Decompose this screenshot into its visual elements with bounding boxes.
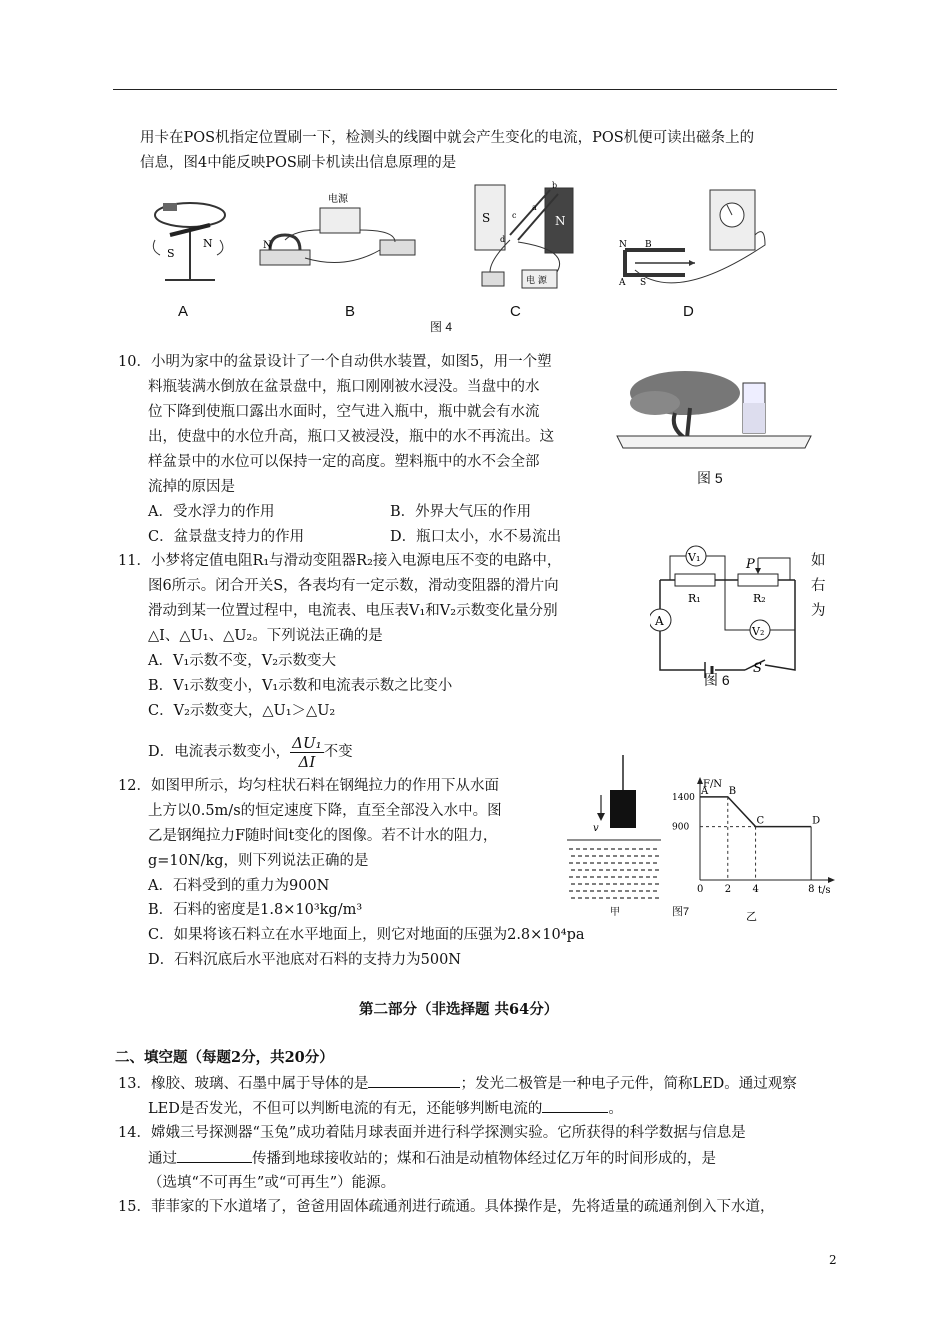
q15-line1: 15．菲菲家的下水道堵了，爸爸用固体疏通剂进行疏通。具体操作是，先将适量的疏通剂倒入下水道，	[118, 1199, 775, 1215]
chart-x-tick: 2	[724, 884, 732, 895]
q12-option-a: A．石料受到的重力为900N	[148, 878, 330, 894]
fig6-p: P	[746, 557, 755, 572]
fig4-c-a: a	[532, 203, 537, 212]
fig4-c-power: 电 源	[526, 276, 547, 286]
q11-line1-tail: 如	[811, 553, 826, 569]
fig6-v1: V₁	[688, 551, 701, 564]
header-rule	[113, 89, 837, 90]
fig6-ammeter: A	[655, 614, 664, 628]
chart-point-label: C	[756, 815, 765, 827]
q11-option-a: A．V₁示数不变，V₂示数变大	[148, 653, 337, 669]
fig4-d-n: N	[619, 240, 627, 250]
fig4-d-galvanometer	[615, 185, 775, 295]
q10-option-d: D．瓶口太小，水不易流出	[390, 529, 562, 545]
page-number: 2	[829, 1253, 837, 1267]
q10-option-b: B．外界大气压的作用	[390, 504, 532, 520]
fig4-c-n: N	[555, 214, 566, 228]
q14-blank1[interactable]	[177, 1148, 252, 1163]
fig4-label-d: D	[683, 303, 694, 320]
fig4-caption: 图 4	[430, 320, 453, 334]
q14-line2	[148, 1148, 716, 1169]
fig4-a-compass-wire	[145, 185, 235, 285]
chart-point-label: A	[701, 785, 709, 797]
q13-blank2[interactable]	[542, 1098, 608, 1113]
fig4-label-a: A	[178, 303, 189, 320]
fig5-bonsai	[615, 358, 815, 458]
fig4-d-a: A	[619, 278, 626, 288]
q10-option-a: A．受水浮力的作用	[148, 504, 275, 520]
fig6-circuit	[650, 540, 810, 690]
fig4-c-b: b	[552, 181, 558, 190]
chart-series-line	[700, 797, 811, 827]
q11-line3: 滑动到某一位置过程中，电流表、电压表V₁和V₂示数变化量分别	[148, 603, 558, 619]
q14-line1: 14．嫦娥三号探测器“玉兔”成功着陆月球表面并进行科学探测实验。它所获得的科学数据与信息是	[118, 1125, 746, 1141]
fig6-r2: R₂	[753, 592, 766, 605]
fig4-c-s: S	[482, 211, 491, 225]
q12-line3: 乙是钢绳拉力F随时间t变化的图像。若不计水的阻力，	[148, 828, 498, 844]
q12-line4: g=10N/kg，则下列说法正确的是	[148, 853, 369, 869]
q11-frac-den: ΔI	[298, 752, 316, 771]
q11-line2-tail: 右	[811, 578, 826, 594]
chart-x-tick: 4	[752, 884, 759, 895]
q10-line4: 出，使盘中的水位升高，瓶口又被浸没，瓶中的水不再流出。这	[148, 429, 554, 445]
fig4-b-motor	[255, 190, 425, 280]
chart-y-tick: 900	[672, 822, 690, 833]
q12-option-b: B．石料的密度是1.8×10³kg/m³	[148, 902, 363, 918]
chart-point-label: B	[728, 785, 737, 797]
fig7-v: v	[593, 823, 599, 834]
q12-line1: 12．如图甲所示，均匀柱状石料在钢绳拉力的作用下从水面	[118, 778, 499, 794]
fig4-d-b: B	[645, 240, 652, 250]
fig6-v2: V₂	[752, 625, 765, 638]
fig4-a-s: S	[167, 247, 175, 260]
q10-line6: 流掉的原因是	[148, 479, 235, 495]
q13-line1	[118, 1073, 797, 1094]
q12-option-c: C．如果将该石料立在水平地面上，则它对地面的压强为2.8×10⁴pa	[148, 927, 585, 943]
fig6-caption: 图 6	[704, 672, 730, 688]
fig4-b-power: 电源	[328, 194, 348, 205]
fig4-d-s: S	[640, 278, 647, 288]
fig7-jia-stone	[565, 755, 665, 920]
q14-line3: （选填“不可再生”或“可再生”）能源。	[148, 1175, 396, 1191]
q13-text4: 。	[608, 1101, 623, 1117]
q11-line1: 11．小梦将定值电阻R₁与滑动变阻器R₂接入电源电压不变的电路中，	[118, 553, 562, 569]
fig4-label-b: B	[345, 303, 356, 320]
fig4-b-n: N	[263, 240, 272, 251]
q13-line2	[148, 1098, 623, 1119]
fig7-yi-chart	[670, 775, 840, 925]
fig4-c-generator	[470, 180, 575, 295]
q11-option-d-suffix: 不变	[323, 744, 353, 760]
chart-x-tick: 0	[697, 884, 704, 895]
q11-option-d-prefix: D．电流表示数变小，	[148, 744, 291, 760]
q11-frac-num: ΔU₁	[292, 733, 322, 752]
q13-text3: LED是否发光，不但可以判断电流的有无，还能够判断电流的	[148, 1101, 543, 1117]
chart-x-tick: 8	[808, 884, 815, 895]
chart-ylabel: F/N	[703, 779, 723, 790]
fig7-jia: 甲	[610, 907, 620, 918]
fig4-c-d: d	[500, 235, 506, 244]
fig6-switch: S	[753, 661, 762, 676]
fig6-r1: R₁	[688, 592, 701, 605]
fig4-c-c: c	[512, 211, 517, 220]
q11-option-d	[148, 732, 353, 772]
q9-line2: 信息，图4中能反映POS刷卡机读出信息原理的是	[140, 155, 457, 171]
chart-xlabel: t/s	[818, 885, 831, 896]
q14-text2: 传播到地球接收站的；煤和石油是动植物体经过亿万年的时间形成的，是	[252, 1151, 716, 1167]
q10-line2: 料瓶装满水倒放在盆景盘中，瓶口刚刚被水浸没。当盘中的水	[148, 379, 540, 395]
chart-y-tick: 1400	[672, 792, 695, 803]
q14-text1: 通过	[148, 1151, 177, 1167]
q10-option-c: C．盆景盘支持力的作用	[148, 529, 305, 545]
q13-blank1[interactable]	[368, 1073, 460, 1088]
q12-line2: 上方以0.5m/s的恒定速度下降，直至全部没入水中。图	[148, 803, 502, 819]
q10-line3: 位下降到使瓶口露出水面时，空气进入瓶中，瓶中就会有水流	[148, 404, 540, 420]
q11-line3-tail: 为	[811, 603, 826, 619]
fig4-label-c: C	[510, 303, 521, 320]
q11-option-c: C．V₂示数变大，△U₁＞△U₂	[148, 703, 336, 719]
fig5-caption: 图 5	[697, 470, 723, 486]
q9-line1: 用卡在POS机指定位置刷一下，检测头的线圈中就会产生变化的电流，POS机便可读出磁条上的	[140, 130, 755, 146]
q12-option-d: D．石料沉底后水平池底对石料的支持力为500N	[148, 952, 461, 968]
q11-option-b: B．V₁示数变小，V₁示数和电流表示数之比变小	[148, 678, 453, 694]
q13-text2: ；发光二极管是一种电子元件，简称LED。通过观察	[460, 1076, 797, 1092]
q11-line4: △I、△U₁、△U₂。下列说法正确的是	[148, 628, 383, 644]
fig4-a-n: N	[203, 237, 213, 250]
q10-line1: 10．小明为家中的盆景设计了一个自动供水装置，如图5，用一个塑	[118, 354, 552, 370]
q11-line2: 图6所示。闭合开关S，各表均有一定示数，滑动变阻器的滑片向	[148, 578, 559, 594]
chart-point-label: D	[812, 815, 821, 827]
section-fill-blank: 二、填空题（每题2分，共20分）	[115, 1049, 334, 1066]
q10-line5: 样盆景中的水位可以保持一定的高度。塑料瓶中的水不会全部	[148, 454, 540, 470]
fig7-caption: 图7	[672, 906, 690, 918]
part2-title: 第二部分（非选择题 共64分）	[359, 1001, 559, 1018]
q11-option-d-fraction	[290, 734, 324, 771]
fig7-yi: 乙	[746, 910, 757, 923]
q13-text1: 13．橡胶、玻璃、石墨中属于导体的是	[118, 1076, 369, 1092]
